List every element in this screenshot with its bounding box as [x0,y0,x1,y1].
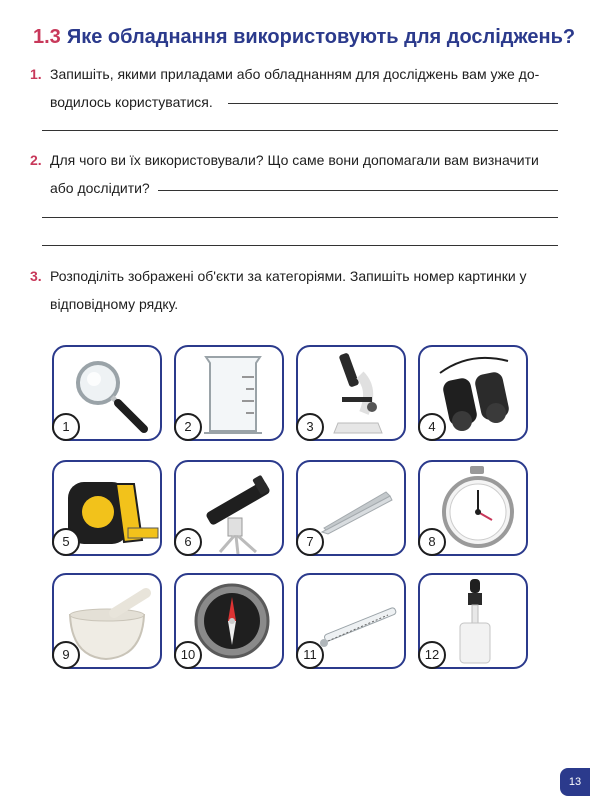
answer-line[interactable] [158,190,558,191]
image-number: 10 [174,641,202,669]
image-card [52,345,162,441]
image-number: 12 [418,641,446,669]
image-card [296,460,406,556]
question-text: Для чого ви їх використовували? Що саме вони допомагали вам визначити або дослідити? [50,152,539,196]
image-card [52,460,162,556]
image-card [418,460,528,556]
question-number: 1. [30,66,42,82]
question-text: Запишіть, якими приладами або обладнанням для досліджень вам уже до-водилось користуватися. [50,66,540,110]
section-heading [33,26,575,49]
section-number: 1.3 [33,26,61,48]
answer-line[interactable] [42,245,558,246]
answer-line[interactable] [228,103,558,104]
image-card [418,345,528,441]
image-card [296,345,406,441]
image-number: 2 [174,413,202,441]
image-number: 1 [52,413,80,441]
image-number: 9 [52,641,80,669]
image-number: 6 [174,528,202,556]
image-card [418,573,528,669]
image-card [296,573,406,669]
answer-line[interactable] [42,217,558,218]
image-card [174,573,284,669]
image-card [174,460,284,556]
page-number: 13 [560,768,590,796]
image-card [52,573,162,669]
image-number: 3 [296,413,324,441]
image-number: 4 [418,413,446,441]
image-number: 7 [296,528,324,556]
image-card [174,345,284,441]
question-text: Розподіліть зображені об'єкти за категоріями. Запишіть номер картинки у відповідному рядку. [50,268,527,312]
image-number: 5 [52,528,80,556]
question-number: 3. [30,268,42,284]
section-title: Яке обладнання використовують для досліджень? [66,26,576,48]
image-number: 11 [296,641,324,669]
question-number: 2. [30,152,42,168]
answer-line[interactable] [42,130,558,131]
image-number: 8 [418,528,446,556]
